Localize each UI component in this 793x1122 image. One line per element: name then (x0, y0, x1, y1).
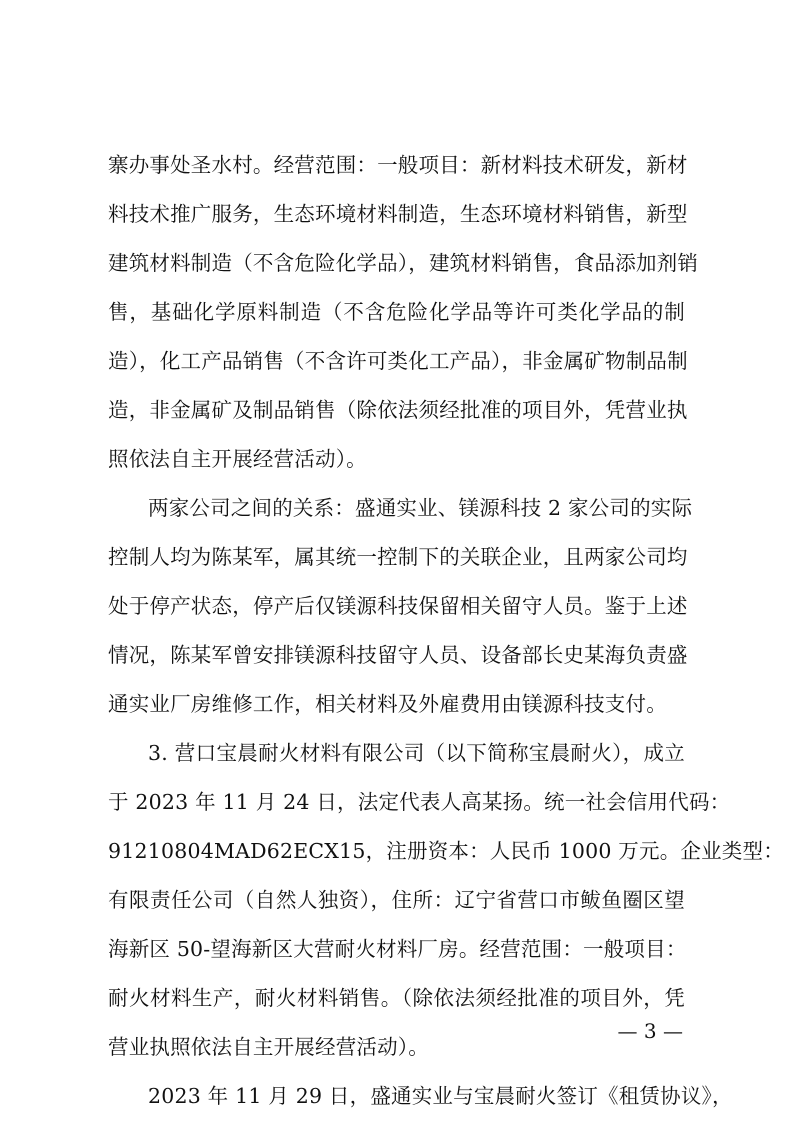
paragraph-line: 建筑材料制造（不含危险化学品），建筑材料销售，食品添加剂销 (108, 251, 699, 275)
paragraph-line: 2023 年 11 月 29 日，盛通实业与宝晨耐火签订《租赁协议》， (148, 1084, 733, 1108)
page-number: — 3 — (617, 1019, 683, 1043)
paragraph-line: 有限责任公司（自然人独资），住所：辽宁省营口市鲅鱼圈区望 (108, 888, 685, 912)
paragraph-line: 控制人均为陈某军，属其统一控制下的关联企业，且两家公司均 (108, 545, 688, 569)
paragraph-line: 91210804MAD62ECX15，注册资本：人民币 1000 万元。企业类型： (108, 839, 784, 863)
paragraph-line: 于 2023 年 11 月 24 日，法定代表人高某扬。统一社会信用代码： (108, 790, 731, 814)
paragraph-line: 耐火材料生产，耐火材料销售。（除依法须经批准的项目外，凭 (108, 986, 685, 1010)
paragraph-line: 两家公司之间的关系：盛通实业、镁源科技 2 家公司的实际 (148, 496, 693, 520)
paragraph-line: 料技术推广服务，生态环境材料制造，生态环境材料销售，新型 (108, 202, 688, 226)
paragraph-line: 售，基础化学原料制造（不含危险化学品等许可类化学品的制 (108, 300, 685, 324)
paragraph-line: 造），化工产品销售（不含许可类化工产品），非金属矿物制品制 (108, 349, 688, 373)
paragraph-line: 营业执照依法自主开展经营活动）。 (108, 1035, 429, 1059)
paragraph-line: 海新区 50-望海新区大营耐火材料厂房。经营范围：一般项目： (108, 937, 687, 961)
paragraph-line: 情况，陈某军曾安排镁源科技留守人员、设备部长史某海负责盛 (108, 643, 688, 667)
paragraph-line: 寨办事处圣水村。经营范围：一般项目：新材料技术研发，新材 (108, 153, 688, 177)
paragraph-line: 造，非金属矿及制品销售（除依法须经批准的项目外，凭营业执 (108, 398, 688, 422)
paragraph-line: 通实业厂房维修工作，相关材料及外雇费用由镁源科技支付。 (108, 692, 667, 716)
paragraph-line: 照依法自主开展经营活动）。 (108, 447, 367, 471)
paragraph-line: 3. 营口宝晨耐火材料有限公司（以下简称宝晨耐火），成立 (148, 741, 685, 765)
paragraph-line: 处于停产状态，停产后仅镁源科技保留相关留守人员。鉴于上述 (108, 594, 688, 618)
